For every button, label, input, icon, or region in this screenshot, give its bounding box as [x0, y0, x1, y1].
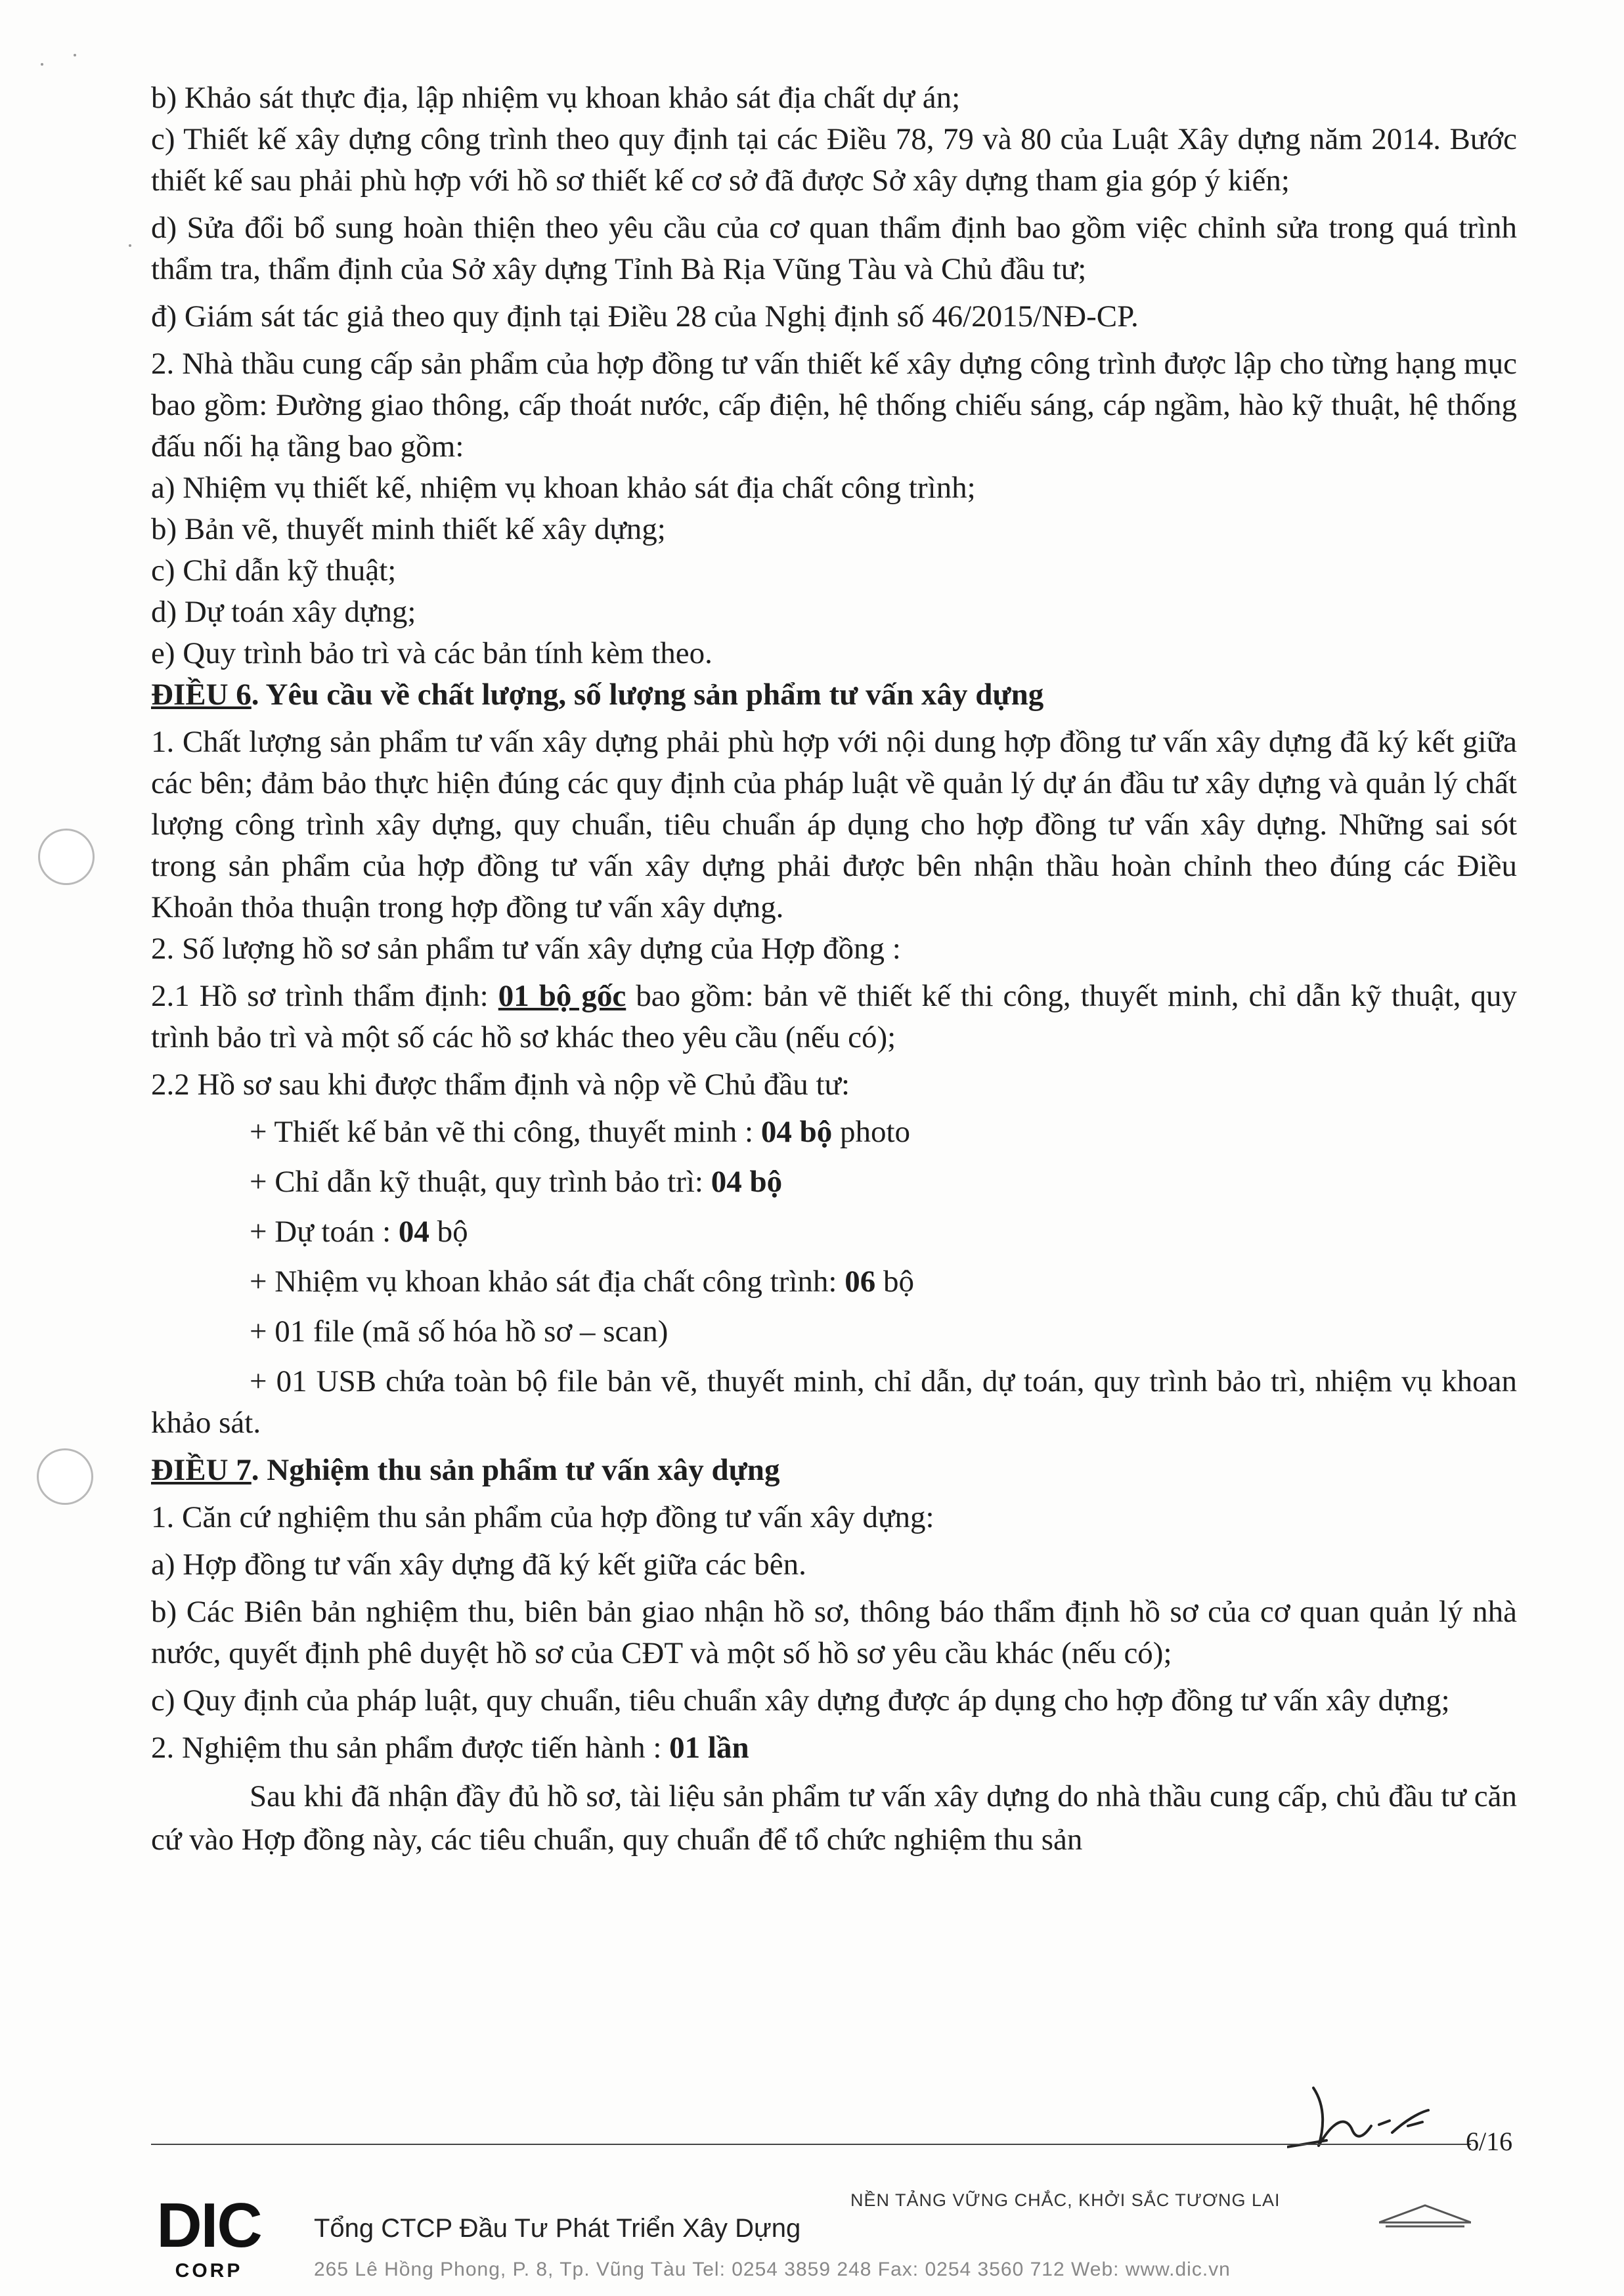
text-paragraph: 1. Chất lượng sản phẩm tư vấn xây dựng phải phù hợp với nội dung hợp đồng tư vấn xây dựng đã ký kết giữa các bên; đảm bảo thực hiện đúng các quy định của pháp luật về quản lý dự án đầu tư xây dựng và quản lý chất lượng công trình xây dựng, quy chuẩn, tiêu chuẩn áp dụng cho hợp đồng tư vấn xây dựng. Những sai sót trong sản phẩm của hợp đồng tư vấn xây dựng phải được bên nhận thầu hoàn chỉnh theo đúng các Điều Khoản thỏa thuận trong hợp đồng tư vấn xây dựng. — [151, 725, 1517, 924]
list-item: + 01 USB chứa toàn bộ file bản vẽ, thuyết minh, chỉ dẫn, dự toán, quy trình bảo trì, nhiệm vụ khoan khảo sát. — [151, 1364, 1517, 1440]
bold-value: 04 bộ — [760, 1115, 833, 1149]
text-span: + Chỉ dẫn kỹ thuật, quy trình bảo trì: — [250, 1165, 711, 1199]
text-line: 2. Số lượng hồ sơ sản phẩm tư vấn xây dựng của Hợp đồng : — [151, 932, 901, 966]
article-6-title: . Yêu cầu về chất lượng, số lượng sản phẩm tư vấn xây dựng — [251, 678, 1044, 712]
text-span: bao gồm: bản vẽ thiết kế thi công, thuyết minh, chỉ dẫn kỹ thuật, quy trình bảo trì và một số các hồ sơ khác theo yêu cầu (nếu có); — [151, 979, 1518, 1054]
article-7-title: . Nghiệm thu sản phẩm tư vấn xây dựng — [251, 1453, 780, 1487]
company-name: Tổng CTCP Đầu Tư Phát Triển Xây Dựng — [314, 2214, 801, 2243]
bold-value: 04 bộ — [711, 1165, 783, 1199]
text-line: a) Hợp đồng tư vấn xây dựng đã ký kết giữa các bên. — [151, 1548, 806, 1582]
text-line: c) Chỉ dẫn kỹ thuật; — [151, 553, 397, 588]
text-span: 2. Nghiệm thu sản phẩm được tiến hành : — [151, 1731, 670, 1765]
list-item — [151, 1161, 1517, 1203]
text-span: + 01 file (mã số hóa hồ sơ – scan) — [250, 1314, 669, 1349]
list-item — [151, 1311, 1517, 1353]
text-paragraph — [151, 976, 1517, 1058]
list-item — [151, 1112, 1517, 1153]
footer-rule — [151, 2144, 1471, 2145]
article-7-heading — [151, 1450, 1517, 1491]
list-item — [151, 1211, 1517, 1253]
scan-speck — [74, 54, 76, 56]
scan-speck — [41, 63, 43, 66]
text-paragraph: d) Sửa đổi bổ sung hoàn thiện theo yêu cầu của cơ quan thẩm định bao gồm việc chỉnh sửa trong quá trình thẩm tra, thẩm định của Sở xây dựng Tỉnh Bà Rịa Vũng Tàu và Chủ đầu tư; — [151, 211, 1517, 286]
text-span: + Dự toán : — [250, 1215, 399, 1249]
text-span: bộ — [429, 1215, 468, 1249]
text-paragraph: 2. Nhà thầu cung cấp sản phẩm của hợp đồng tư vấn thiết kế xây dựng công trình được lập cho từng hạng mục bao gồm: Đường giao thông, cấp thoát nước, cấp điện, hệ thống chiếu sáng, cáp ngầm, hào kỹ thuật, hệ thống đấu nối hạ tầng bao gồm: — [151, 347, 1517, 464]
bold-value: 01 lần — [669, 1731, 749, 1765]
text-paragraph: c) Quy định của pháp luật, quy chuẩn, tiêu chuẩn xây dựng được áp dụng cho hợp đồng tư vấn xây dựng; — [151, 1683, 1450, 1718]
article-6-heading — [151, 674, 1517, 716]
text-line: đ) Giám sát tác giả theo quy định tại Điều 28 của Nghị định số 46/2015/NĐ-CP. — [151, 299, 1139, 334]
article-6-label: ĐIỀU 6 — [151, 678, 252, 712]
text-span: photo — [832, 1115, 911, 1149]
text-span: bộ — [875, 1265, 914, 1299]
roof-icon — [1379, 2203, 1471, 2229]
text-line: a) Nhiệm vụ thiết kế, nhiệm vụ khoan khảo sát địa chất công trình; — [151, 471, 976, 505]
bold-value: 01 bộ gốc — [498, 979, 626, 1013]
logo-text: DIC — [156, 2190, 261, 2261]
article-7-label: ĐIỀU 7 — [151, 1453, 252, 1487]
punch-hole — [37, 1448, 93, 1505]
document-body — [151, 77, 1517, 1867]
bold-value: 04 — [398, 1215, 429, 1249]
text-line: 1. Căn cứ nghiệm thu sản phẩm của hợp đồng tư vấn xây dựng: — [151, 1500, 934, 1534]
text-paragraph: Sau khi đã nhận đầy đủ hồ sơ, tài liệu sản phẩm tư vấn xây dựng do nhà thầu cung cấp, chủ đầu tư căn cứ vào Hợp đồng này, các tiêu chuẩn, quy chuẩn để tổ chức nghiệm thu sản — [151, 1779, 1517, 1857]
text-paragraph: b) Các Biên bản nghiệm thu, biên bản giao nhận hồ sơ, thông báo thẩm định hồ sơ của cơ quan quản lý nhà nước, quyết định phê duyệt hồ sơ của CĐT và một số hồ sơ yêu cầu khác (nếu có); — [151, 1595, 1517, 1670]
text-line: b) Bản vẽ, thuyết minh thiết kế xây dựng; — [151, 512, 666, 546]
dic-logo — [150, 2190, 268, 2291]
signature-icon — [1287, 2068, 1458, 2154]
list-item — [151, 1261, 1517, 1303]
company-address: 265 Lê Hồng Phong, P. 8, Tp. Vũng Tàu Tel: 0254 3859 248 Fax: 0254 3560 712 Web: www.dic.vn — [314, 2259, 1231, 2280]
punch-hole — [38, 829, 95, 885]
company-slogan: NỀN TẢNG VỮNG CHẮC, KHỞI SẮC TƯƠNG LAI — [850, 2190, 1281, 2210]
text-line: e) Quy trình bảo trì và các bản tính kèm theo. — [151, 636, 713, 670]
text-line: b) Khảo sát thực địa, lập nhiệm vụ khoan khảo sát địa chất dự án; — [151, 81, 961, 115]
text-paragraph: c) Thiết kế xây dựng công trình theo quy định tại các Điều 78, 79 và 80 của Luật Xây dựng năm 2014. Bước thiết kế sau phải phù hợp với hồ sơ thiết kế cơ sở đã được Sở xây dựng tham gia góp ý kiến; — [151, 122, 1517, 198]
scan-speck — [129, 244, 131, 247]
text-span: + Thiết kế bản vẽ thi công, thuyết minh : — [250, 1115, 761, 1149]
text-line: d) Dự toán xây dựng; — [151, 595, 416, 629]
text-line — [151, 1727, 1517, 1769]
text-span: 2.1 Hồ sơ trình thẩm định: — [151, 979, 498, 1013]
page-number: 6/16 — [1466, 2127, 1513, 2156]
logo-subtext: CORP — [175, 2260, 243, 2282]
text-span: + Nhiệm vụ khoan khảo sát địa chất công trình: — [250, 1265, 845, 1299]
text-line: 2.2 Hồ sơ sau khi được thẩm định và nộp về Chủ đầu tư: — [151, 1068, 850, 1102]
bold-value: 06 — [845, 1265, 876, 1299]
